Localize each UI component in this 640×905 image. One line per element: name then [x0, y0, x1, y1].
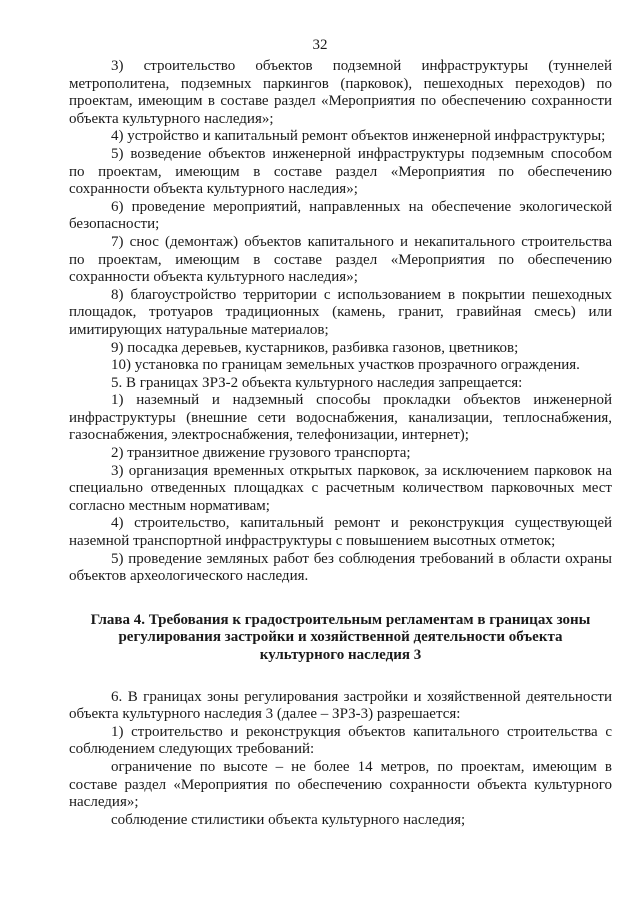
chapter-heading-line: Глава 4. Требования к градостроительным регламентам в границах зоны: [90, 611, 591, 628]
list-item: 7) снос (демонтаж) объектов капитального и некапитального строительства по проектам, имеющим в составе раздел «Мероприятия по обеспечению сохранности объекта культурного наследия»;: [69, 233, 612, 286]
list-item: соблюдение стилистики объекта культурного наследия;: [111, 811, 466, 828]
document-body: [69, 58, 612, 829]
section-paragraph: 5. В границах ЗРЗ-2 объекта культурного наследия запрещается:: [111, 374, 523, 391]
list-item: 10) установка по границам земельных участков прозрачного ограждения.: [111, 357, 580, 374]
list-item: ограничение по высоте – не более 14 метров, по проектам, имеющим в составе раздел «Мероприятия по обеспечению сохранности объекта культурного наследия»;: [69, 758, 612, 811]
chapter-heading: [87, 612, 594, 665]
list-item: 5) проведение земляных работ без соблюдения требований в области охраны объектов археологического наследия.: [69, 550, 612, 585]
list-item: 9) посадка деревьев, кустарников, разбивка газонов, цветников;: [111, 339, 519, 356]
list-item: 1) наземный и надземный способы прокладки объектов инженерной инфраструктуры (внешние сети водоснабжения, канализации, теплоснабжения, газоснабжения, электроснабжения, телефонизации, интернет);: [69, 392, 612, 444]
list-item: 6) проведение мероприятий, направленных на обеспечение экологической безопасности;: [69, 198, 612, 233]
list-item: 4) устройство и капитальный ремонт объектов инженерной инфраструктуры;: [111, 128, 606, 145]
list-item: 4) строительство, капитальный ремонт и реконструкция существующей наземной транспортной инфраструктуры с повышением высотных отметок;: [69, 515, 612, 550]
list-item: 8) благоустройство территории с использованием в покрытии пешеходных площадок, тротуаров традиционных (камень, гранит, гравийная смесь) или имитирующих натуральные материалов;: [69, 286, 612, 338]
section-paragraph: 6. В границах зоны регулирования застройки и хозяйственной деятельности объекта культурного наследия 3 (далее – ЗРЗ-3) разрешается:: [69, 688, 612, 723]
list-item: 3) организация временных открытых парковок, за исключением парковок на специально отведенных площадках с расчетным количеством парковочных мест согласно местным нормативам;: [69, 462, 612, 514]
list-item: 2) транзитное движение грузового транспорта;: [111, 445, 411, 462]
list-item: 5) возведение объектов инженерной инфраструктуры подземным способом по проектам, имеющим в составе раздел «Мероприятия по обеспечению сохранности объекта культурного наследия»;: [69, 145, 612, 198]
list-item: 1) строительство и реконструкция объектов капитального строительства с соблюдением следующих требований:: [69, 723, 612, 758]
page-number: 32: [312, 37, 328, 53]
chapter-heading-line: регулирования застройки и хозяйственной деятельности объекта: [118, 629, 563, 646]
chapter-heading-line: культурного наследия 3: [259, 647, 422, 663]
list-item: 3) строительство объектов подземной инфраструктуры (туннелей метрополитена, подземных паркингов (парковок), пешеходных переходов) по проектам, имеющим в составе раздел «Мероприятия по обеспечению сохранности объекта культурного наследия»;: [69, 58, 612, 127]
